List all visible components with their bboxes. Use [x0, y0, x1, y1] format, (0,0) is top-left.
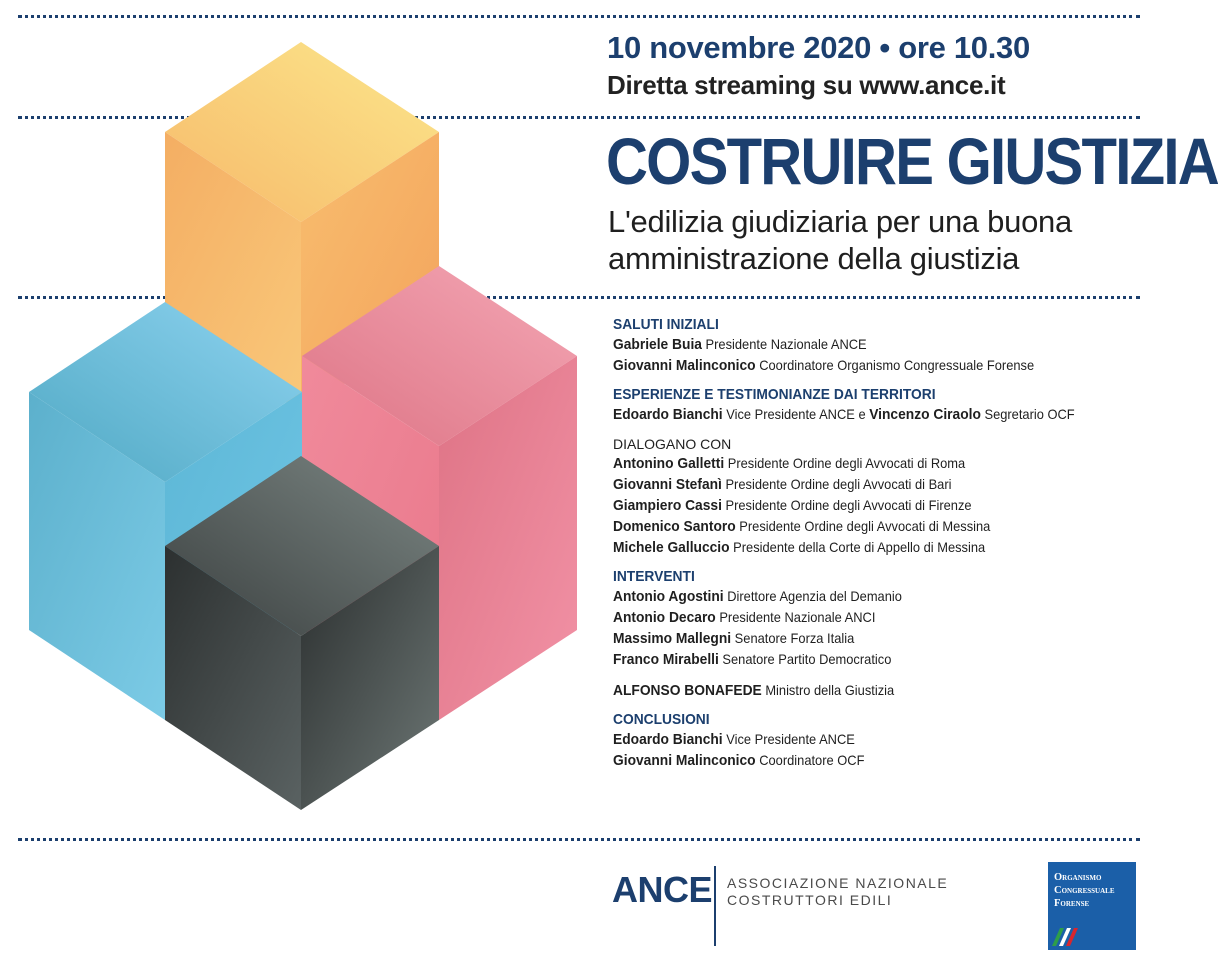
speaker-role: Presidente Nazionale ANCI — [719, 609, 876, 625]
speaker-role: Vice Presidente ANCE — [726, 731, 855, 747]
speaker-entry — [613, 537, 1101, 558]
speaker-name: Giovanni Stefanì — [613, 476, 722, 493]
ance-logo-line-2: COSTRUTTORI EDILI — [727, 892, 893, 908]
speaker-name: Edoardo Bianchi — [613, 731, 723, 748]
speaker-name: Gabriele Buia — [613, 336, 702, 353]
speaker-entry — [613, 474, 1101, 495]
ance-logo-divider — [714, 866, 716, 946]
section-heading-interventi: INTERVENTI — [613, 568, 695, 585]
ocf-logo-line-3: Forense — [1054, 898, 1090, 909]
ocf-logo-line-2: Congressuale — [1054, 885, 1115, 896]
ocf-logo-line-1: Organismo — [1054, 872, 1102, 883]
speaker-role: Presidente Ordine degli Avvocati di Roma — [727, 455, 966, 471]
speaker-entry — [613, 750, 1101, 771]
speaker-entry — [613, 586, 1101, 607]
event-date: 10 novembre 2020 • ore 10.30 — [607, 30, 1030, 65]
speaker-role: Coordinatore Organismo Congressuale Forense — [759, 357, 1035, 373]
speaker-name: Giovanni Malinconico — [613, 357, 756, 374]
speaker-entry — [613, 355, 1101, 376]
speaker-entry — [613, 628, 1101, 649]
minister-entry — [613, 680, 1101, 701]
speaker-name: Franco Mirabelli — [613, 651, 719, 668]
speaker-name: Giampiero Cassi — [613, 497, 722, 514]
page-title: COSTRUIRE GIUSTIZIA — [606, 124, 1218, 198]
speaker-entry — [613, 334, 1101, 355]
speaker-name: ALFONSO BONAFEDE — [613, 682, 762, 699]
subtitle-line-1: L'edilizia giudiziaria per una buona — [608, 204, 1072, 239]
ance-logo: ANCE — [612, 869, 713, 910]
ocf-logo-text — [1054, 871, 1115, 910]
speaker-name: Massimo Mallegni — [613, 630, 732, 647]
subtitle-line-2: amministrazione della giustizia — [608, 241, 1020, 276]
page-subtitle — [608, 203, 1072, 277]
speaker-name: Antonio Agostini — [613, 588, 724, 605]
speaker-entry — [613, 729, 1101, 750]
section-heading-conclusioni: CONCLUSIONI — [613, 711, 710, 728]
speaker-role: Presidente Nazionale ANCE — [705, 336, 867, 352]
section-heading-saluti: SALUTI INIZIALI — [613, 316, 719, 333]
ocf-logo — [1048, 862, 1136, 950]
cubes-illustration — [0, 30, 600, 820]
dialogano-heading: DIALOGANO CON — [613, 436, 732, 452]
speaker-entry — [613, 453, 1101, 474]
speaker-entry — [613, 607, 1101, 628]
speaker-role: Presidente Ordine degli Avvocati di Messina — [739, 518, 991, 534]
ance-logo-text — [727, 875, 948, 909]
speaker-role: Presidente Ordine degli Avvocati di Firenze — [725, 497, 972, 513]
speaker-name: Edoardo Bianchi — [613, 406, 723, 423]
speaker-role: Senatore Forza Italia — [734, 630, 855, 646]
streaming-info: Diretta streaming su www.ance.it — [607, 70, 1006, 100]
speaker-entry — [613, 649, 1101, 670]
program — [613, 316, 1143, 771]
speaker-role: Ministro della Giustizia — [765, 682, 895, 698]
ance-logo-line-1: ASSOCIAZIONE NAZIONALE — [727, 875, 949, 891]
speaker-entry — [613, 516, 1101, 537]
speaker-entry — [613, 404, 1101, 425]
speaker-name: Antonino Galletti — [613, 455, 725, 472]
speaker-role: Presidente della Corte di Appello di Messina — [733, 539, 986, 555]
speaker-name: Antonio Decaro — [613, 609, 716, 626]
speaker-role: Direttore Agenzia del Demanio — [727, 588, 902, 604]
separator-footer — [18, 838, 1140, 841]
speaker-role: Coordinatore OCF — [759, 752, 865, 768]
speaker-entry — [613, 495, 1101, 516]
separator-top — [18, 15, 1140, 18]
speaker-name: Giovanni Malinconico — [613, 752, 756, 769]
speaker-role: Segretario OCF — [984, 406, 1075, 422]
section-heading-esperienze: ESPERIENZE E TESTIMONIANZE DAI TERRITORI — [613, 386, 936, 403]
speaker-role: Vice Presidente ANCE e — [726, 406, 866, 422]
flag-stripes-icon — [1050, 924, 1080, 948]
speaker-name: Domenico Santoro — [613, 518, 736, 535]
speaker-name: Vincenzo Ciraolo — [869, 406, 981, 423]
speaker-role: Presidente Ordine degli Avvocati di Bari — [725, 476, 952, 492]
speaker-name: Michele Galluccio — [613, 539, 730, 556]
speaker-role: Senatore Partito Democratico — [722, 651, 892, 667]
